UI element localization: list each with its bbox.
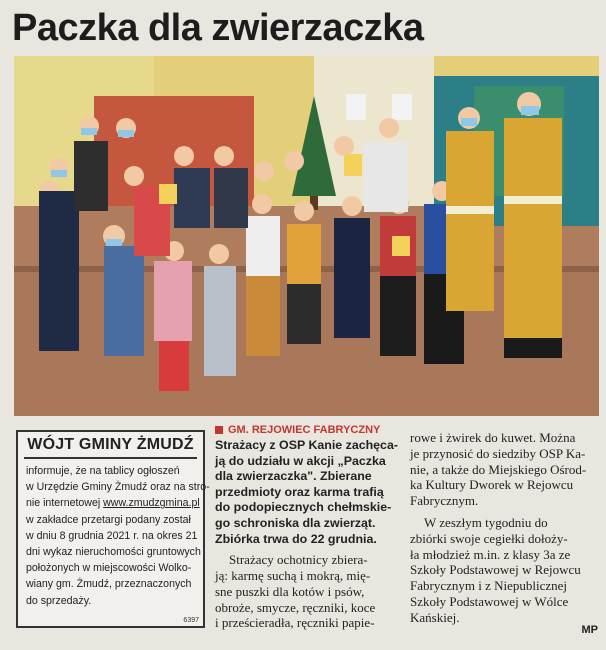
group-photo-illustration	[14, 56, 599, 416]
ad-line: w zakładce przetargi podany został	[26, 513, 191, 526]
body-line: nie, a także do Miejskiego Ośrod-	[410, 461, 587, 477]
lead-line: Strażacy z OSP Kanie zachęca-	[215, 438, 398, 452]
article-column-2	[410, 430, 600, 626]
body-line: i prześcieradła, ręczniki papie-	[215, 615, 375, 631]
body-line: Fabrycznym.	[410, 493, 479, 509]
body-line: Fabrycznym i z Niepublicznej	[410, 578, 568, 594]
headline: Paczka dla zwierzaczka	[12, 7, 424, 49]
lead-line: dla zwierzaczka". Zbierane	[215, 469, 372, 484]
lead-line: ją do udziału w akcji „Paczka	[215, 453, 386, 468]
ad-title: WÓJT GMINY ŻMUDŹ	[24, 432, 197, 459]
body-line: Szkoły Podstawowej w Rejowcu	[410, 562, 581, 578]
ad-line: położonych w miejscowości Wolko-	[26, 562, 192, 575]
ad-line-text: nie internetowej	[26, 497, 101, 510]
municipal-notice-ad	[16, 430, 210, 628]
ad-code: 6397	[183, 617, 199, 624]
ad-line: w Urzędzie Gminy Żmudź oraz na stro-	[26, 481, 210, 494]
category-square-icon	[215, 426, 223, 434]
body-line: rowe i żwirek do kuwet. Można	[410, 430, 576, 445]
category-label: GM. REJOWIEC FABRYCZNY	[228, 424, 381, 436]
body-line: sne puszki dla kotów i psów,	[215, 583, 365, 599]
article-lead	[215, 438, 400, 547]
author-signature: MP	[581, 624, 598, 636]
ad-body	[18, 459, 210, 609]
category-tag	[215, 424, 400, 436]
body-line: Kańskiej.	[410, 609, 460, 625]
ad-line: w dniu 8 grudnia 2021 r. na okres 21	[26, 529, 198, 542]
lead-line: go schroniska dla zwierząt.	[215, 515, 376, 530]
ad-line: informuje, że na tablicy ogłoszeń	[26, 465, 180, 477]
body-line: je przynosić do siedziby OSP Ka-	[410, 445, 586, 461]
group-photo	[14, 56, 599, 416]
ad-line	[26, 495, 200, 511]
body-line: Strażacy ochotnicy zbiera-	[229, 552, 368, 568]
body-line: ka Kultury Dworek w Rejowcu	[410, 477, 574, 493]
body-line: ła młodzież m.in. z klasy 3a ze	[410, 546, 571, 562]
article-body-2	[410, 430, 600, 626]
body-line: zbiórki swoje cegiełki dołoży-	[410, 530, 568, 546]
ad-url-link[interactable]: www.zmudzgmina.pl	[103, 497, 200, 510]
article-column-1	[215, 424, 400, 631]
lead-line: Zbiórka trwa do 22 grudnia.	[215, 531, 377, 546]
article-body-1	[215, 552, 400, 631]
body-line: obroże, smycze, ręczniki, koce	[215, 599, 376, 615]
lead-line: przedmioty oraz karma trafią	[215, 484, 384, 499]
ad-line: dni wykaz nieruchomości gruntowych	[26, 546, 201, 559]
body-line: Szkoły Podstawowej w Wólce	[410, 593, 569, 609]
ad-line: do sprzedaży.	[26, 594, 92, 607]
ad-line: wiany gm. Żmudź, przeznaczonych	[26, 578, 192, 591]
body-line: ją: karmę suchą i mokrą, mię-	[215, 567, 371, 583]
lead-line: do podopiecznych chełmskie-	[215, 500, 392, 515]
body-line: W zeszłym tygodniu do	[424, 514, 548, 530]
